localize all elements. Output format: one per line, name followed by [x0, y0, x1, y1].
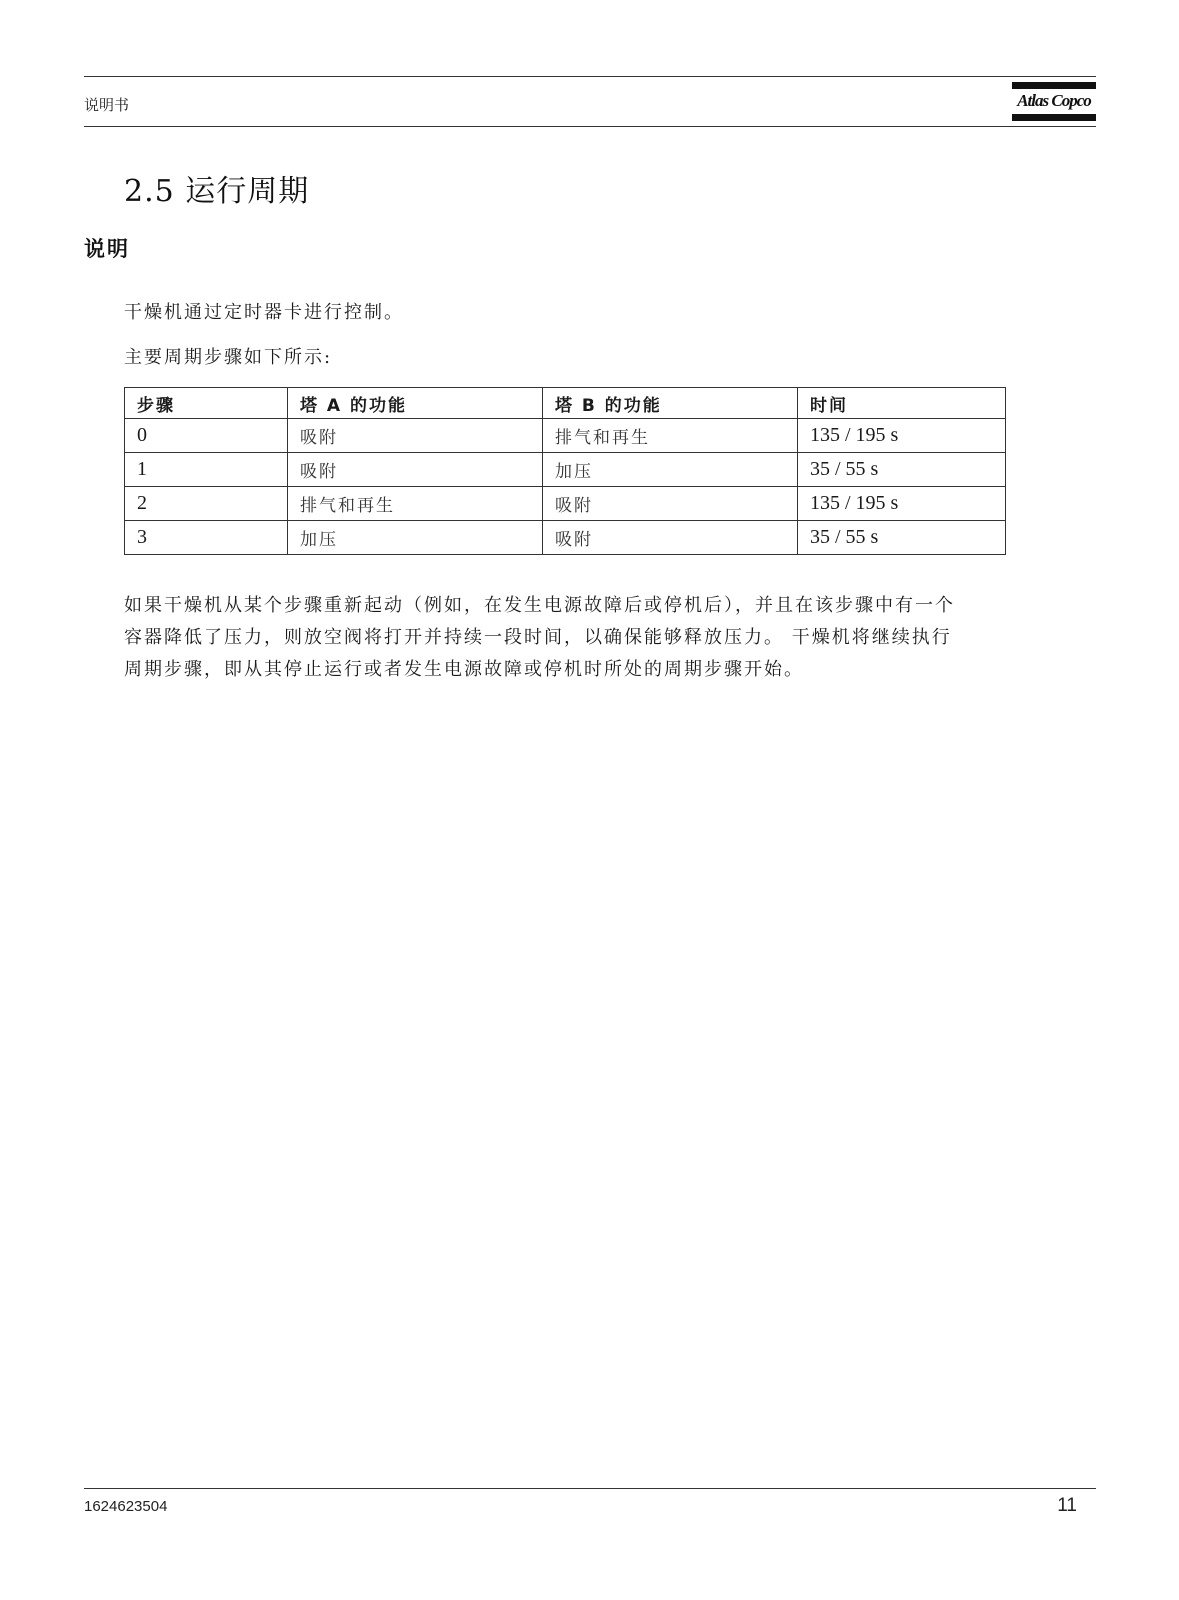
table-cell: 1	[125, 453, 288, 487]
table-row	[125, 487, 1006, 521]
header-rule-top	[84, 76, 1096, 77]
table-cell: 吸附	[543, 521, 798, 555]
table-cell: 2	[125, 487, 288, 521]
header-rule-bottom	[84, 126, 1096, 127]
table-cell: 0	[125, 419, 288, 453]
table-cell: 吸附	[288, 419, 543, 453]
table-row	[125, 419, 1006, 453]
table-header-cell: 塔 B 的功能	[543, 388, 798, 419]
table-header-cell: 塔 A 的功能	[288, 388, 543, 419]
table-cell: 排气和再生	[543, 419, 798, 453]
cycle-steps-table	[124, 387, 1006, 555]
table-cell: 吸附	[288, 453, 543, 487]
restart-paragraph	[124, 590, 1024, 686]
paragraph-line: 如果干燥机从某个步骤重新起动（例如，在发生电源故障后或停机后），并且在该步骤中有一个	[124, 595, 955, 616]
paragraph-line: 容器降低了压力，则放空阀将打开并持续一段时间，以确保能够释放压力。 干燥机将继续执行	[124, 627, 952, 648]
table-cell: 排气和再生	[288, 487, 543, 521]
paragraph-line: 周期步骤，即从其停止运行或者发生电源故障或停机时所处的周期步骤开始。	[124, 659, 804, 680]
table-cell: 加压	[543, 453, 798, 487]
logo-text: Atlas Copco	[1017, 91, 1091, 110]
table-cell: 135 / 195 s	[798, 487, 1006, 521]
intro-text-1: 干燥机通过定时器卡进行控制。	[124, 302, 404, 323]
table-cell: 135 / 195 s	[798, 419, 1006, 453]
logo-bar-bottom	[1012, 114, 1096, 121]
table-header-cell: 时间	[798, 388, 1006, 419]
table-cell: 35 / 55 s	[798, 453, 1006, 487]
table-cell: 吸附	[543, 487, 798, 521]
header-label: 说明书	[84, 96, 130, 114]
section-title: 2.5 运行周期	[124, 174, 310, 209]
table-row	[125, 521, 1006, 555]
table-header-cell: 步骤	[125, 388, 288, 419]
table-cell: 加压	[288, 521, 543, 555]
table-cell: 3	[125, 521, 288, 555]
page-number: 11	[1057, 1495, 1077, 1516]
logo-bar-top	[1012, 82, 1096, 89]
table-cell: 35 / 55 s	[798, 521, 1006, 555]
footer-rule	[84, 1488, 1096, 1489]
intro-text-2: 主要周期步骤如下所示:	[124, 347, 333, 368]
atlas-copco-logo	[1012, 80, 1096, 122]
section-subheading: 说明	[84, 237, 130, 261]
document-number: 1624623504	[84, 1498, 168, 1515]
table-row	[125, 453, 1006, 487]
table-header-row	[125, 388, 1006, 419]
